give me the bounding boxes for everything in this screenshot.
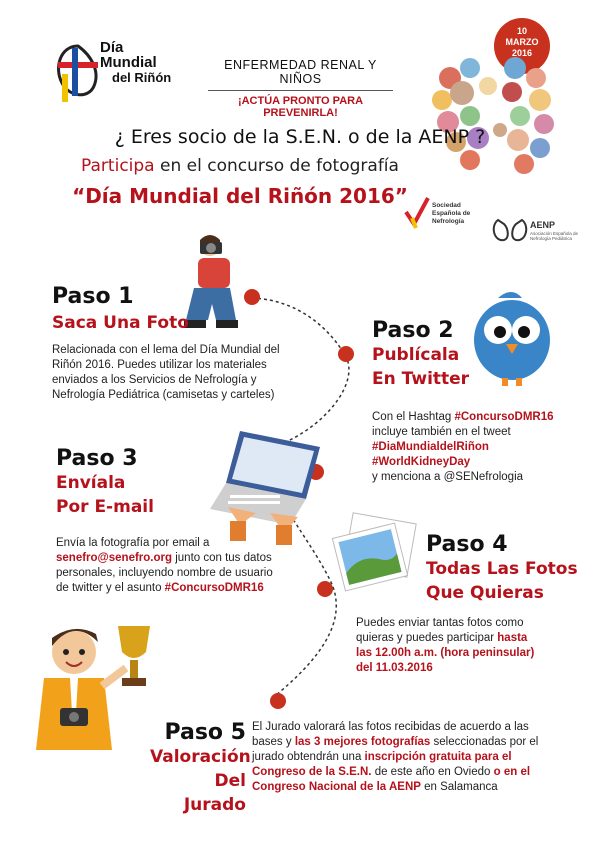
aenp-name: AENP bbox=[530, 220, 556, 230]
date-year: 2016 bbox=[511, 48, 533, 58]
kids-collage-image bbox=[420, 38, 570, 188]
step-title: Paso 3 bbox=[56, 446, 138, 471]
step-4-text bbox=[356, 616, 546, 676]
trophy-icon bbox=[118, 626, 150, 686]
step-text-part: Con el Hashtag bbox=[372, 411, 455, 423]
step-text-part: en Salamanca bbox=[420, 781, 498, 793]
step-3-text bbox=[56, 536, 276, 596]
logo-line: del Riñón bbox=[112, 70, 172, 85]
sen-check-icon bbox=[404, 196, 430, 230]
dmr-logo bbox=[48, 38, 183, 108]
sen-text: Nefrología bbox=[432, 218, 465, 225]
path-dot bbox=[338, 346, 354, 362]
intro-participa bbox=[40, 156, 440, 176]
campaign-title: ENFERMEDAD RENAL Y NIÑOS bbox=[224, 58, 377, 86]
step-text-part: de este año en Oviedo bbox=[371, 766, 494, 778]
step-2-text bbox=[372, 410, 582, 485]
step-title: Paso 2 bbox=[372, 318, 454, 343]
participa-word: Participa bbox=[81, 156, 155, 176]
step-4 bbox=[426, 532, 578, 605]
step-text-part: El Jurado valorará las fotos recibidas de acuerdo a las bases y bbox=[252, 721, 529, 748]
hashtag: #ConcursoDMR16 bbox=[164, 582, 264, 594]
step-subtitle: Envíala bbox=[56, 473, 126, 493]
participa-rest: en el concurso de fotografía bbox=[154, 156, 399, 176]
step-title: Paso 4 bbox=[426, 532, 508, 557]
step-1 bbox=[52, 284, 189, 335]
twitter-bird-illustration bbox=[468, 288, 558, 388]
campaign-slogan: ¡ACTÚA PRONTO PARA PREVENIRLA! bbox=[237, 95, 364, 119]
logo-line: Día bbox=[100, 39, 124, 56]
step-text-part: junto con tus datos personales, incluyendo nombre de usuario de twitter y el asunto bbox=[56, 552, 273, 594]
step-3 bbox=[56, 446, 154, 519]
kidney-logo-icon bbox=[48, 38, 108, 108]
step-text-part: seleccionadas por el jurado obtendrán una bbox=[252, 736, 539, 763]
campaign-banner bbox=[208, 58, 393, 119]
step-text-part: Envía la fotografía por email a bbox=[56, 537, 210, 549]
step-1-text: Relacionada con el lema del Día Mundial del Riñón 2016. Puedes utilizar los materiales enviados a los Servicios de Nefrología y Nefrología Pediátrica (camisetas y carteles) bbox=[52, 344, 280, 401]
step-5-text bbox=[252, 720, 562, 795]
email-address: senefro@senefro.org bbox=[56, 552, 173, 564]
highlight: las 3 mejores fotografías bbox=[294, 736, 431, 748]
step-subtitle: Valoración bbox=[150, 747, 251, 767]
step-text-part: y menciona a @SENefrologia bbox=[372, 471, 524, 483]
date-day: 10 bbox=[516, 26, 527, 36]
highlight: o en el Congreso Nacional de la AENP bbox=[252, 766, 531, 793]
step-title: Paso 5 bbox=[164, 720, 246, 745]
laptop-illustration bbox=[210, 425, 330, 545]
step-subtitle: Por E-mail bbox=[56, 497, 154, 517]
hashtag: #DiaMundialdelRiñon bbox=[372, 441, 489, 453]
step-5 bbox=[150, 720, 251, 817]
photos-illustration bbox=[330, 512, 422, 604]
aenp-kidney-icon bbox=[492, 216, 528, 246]
step-text-part: incluye también en el tweet bbox=[372, 426, 511, 438]
sen-logo bbox=[404, 192, 486, 242]
step-subtitle: Del Jurado bbox=[183, 771, 246, 815]
path-dot bbox=[270, 693, 286, 709]
step-subtitle: Publícala bbox=[372, 345, 460, 365]
hashtag: #ConcursoDMR16 bbox=[454, 411, 554, 423]
highlight: inscripción gratuita para el Congreso de la S.E.N. bbox=[252, 751, 512, 778]
step-text-part: Puedes enviar tantas fotos como quieras y puedes participar bbox=[356, 617, 524, 644]
hashtag: #WorldKidneyDay bbox=[372, 456, 471, 468]
step-subtitle: Saca Una Foto bbox=[52, 313, 189, 333]
step-subtitle: Todas Las Fotos bbox=[426, 559, 578, 579]
trophy-boy-illustration bbox=[22, 612, 162, 752]
aenp-logo bbox=[492, 216, 582, 250]
date-month: MARZO bbox=[505, 37, 539, 47]
contest-name: “Día Mundial del Riñón 2016” bbox=[72, 184, 408, 208]
sen-text: Sociedad bbox=[432, 202, 461, 209]
logo-text bbox=[100, 40, 171, 85]
step-2 bbox=[372, 318, 469, 391]
intro-question: ¿ Eres socio de la S.E.N. o de la AENP ? bbox=[114, 126, 486, 148]
aenp-sub: Asociación Española de Nefrología Pediátrica bbox=[530, 231, 579, 241]
logo-line: Mundial bbox=[100, 54, 157, 71]
sen-text: Española de bbox=[432, 210, 471, 217]
deadline: hasta las 12.00h a.m. (hora peninsular) del 11.03.2016 bbox=[356, 632, 535, 674]
step-subtitle: En Twitter bbox=[372, 369, 470, 389]
step-subtitle: Que Quieras bbox=[426, 583, 544, 603]
step-title: Paso 1 bbox=[52, 284, 134, 309]
